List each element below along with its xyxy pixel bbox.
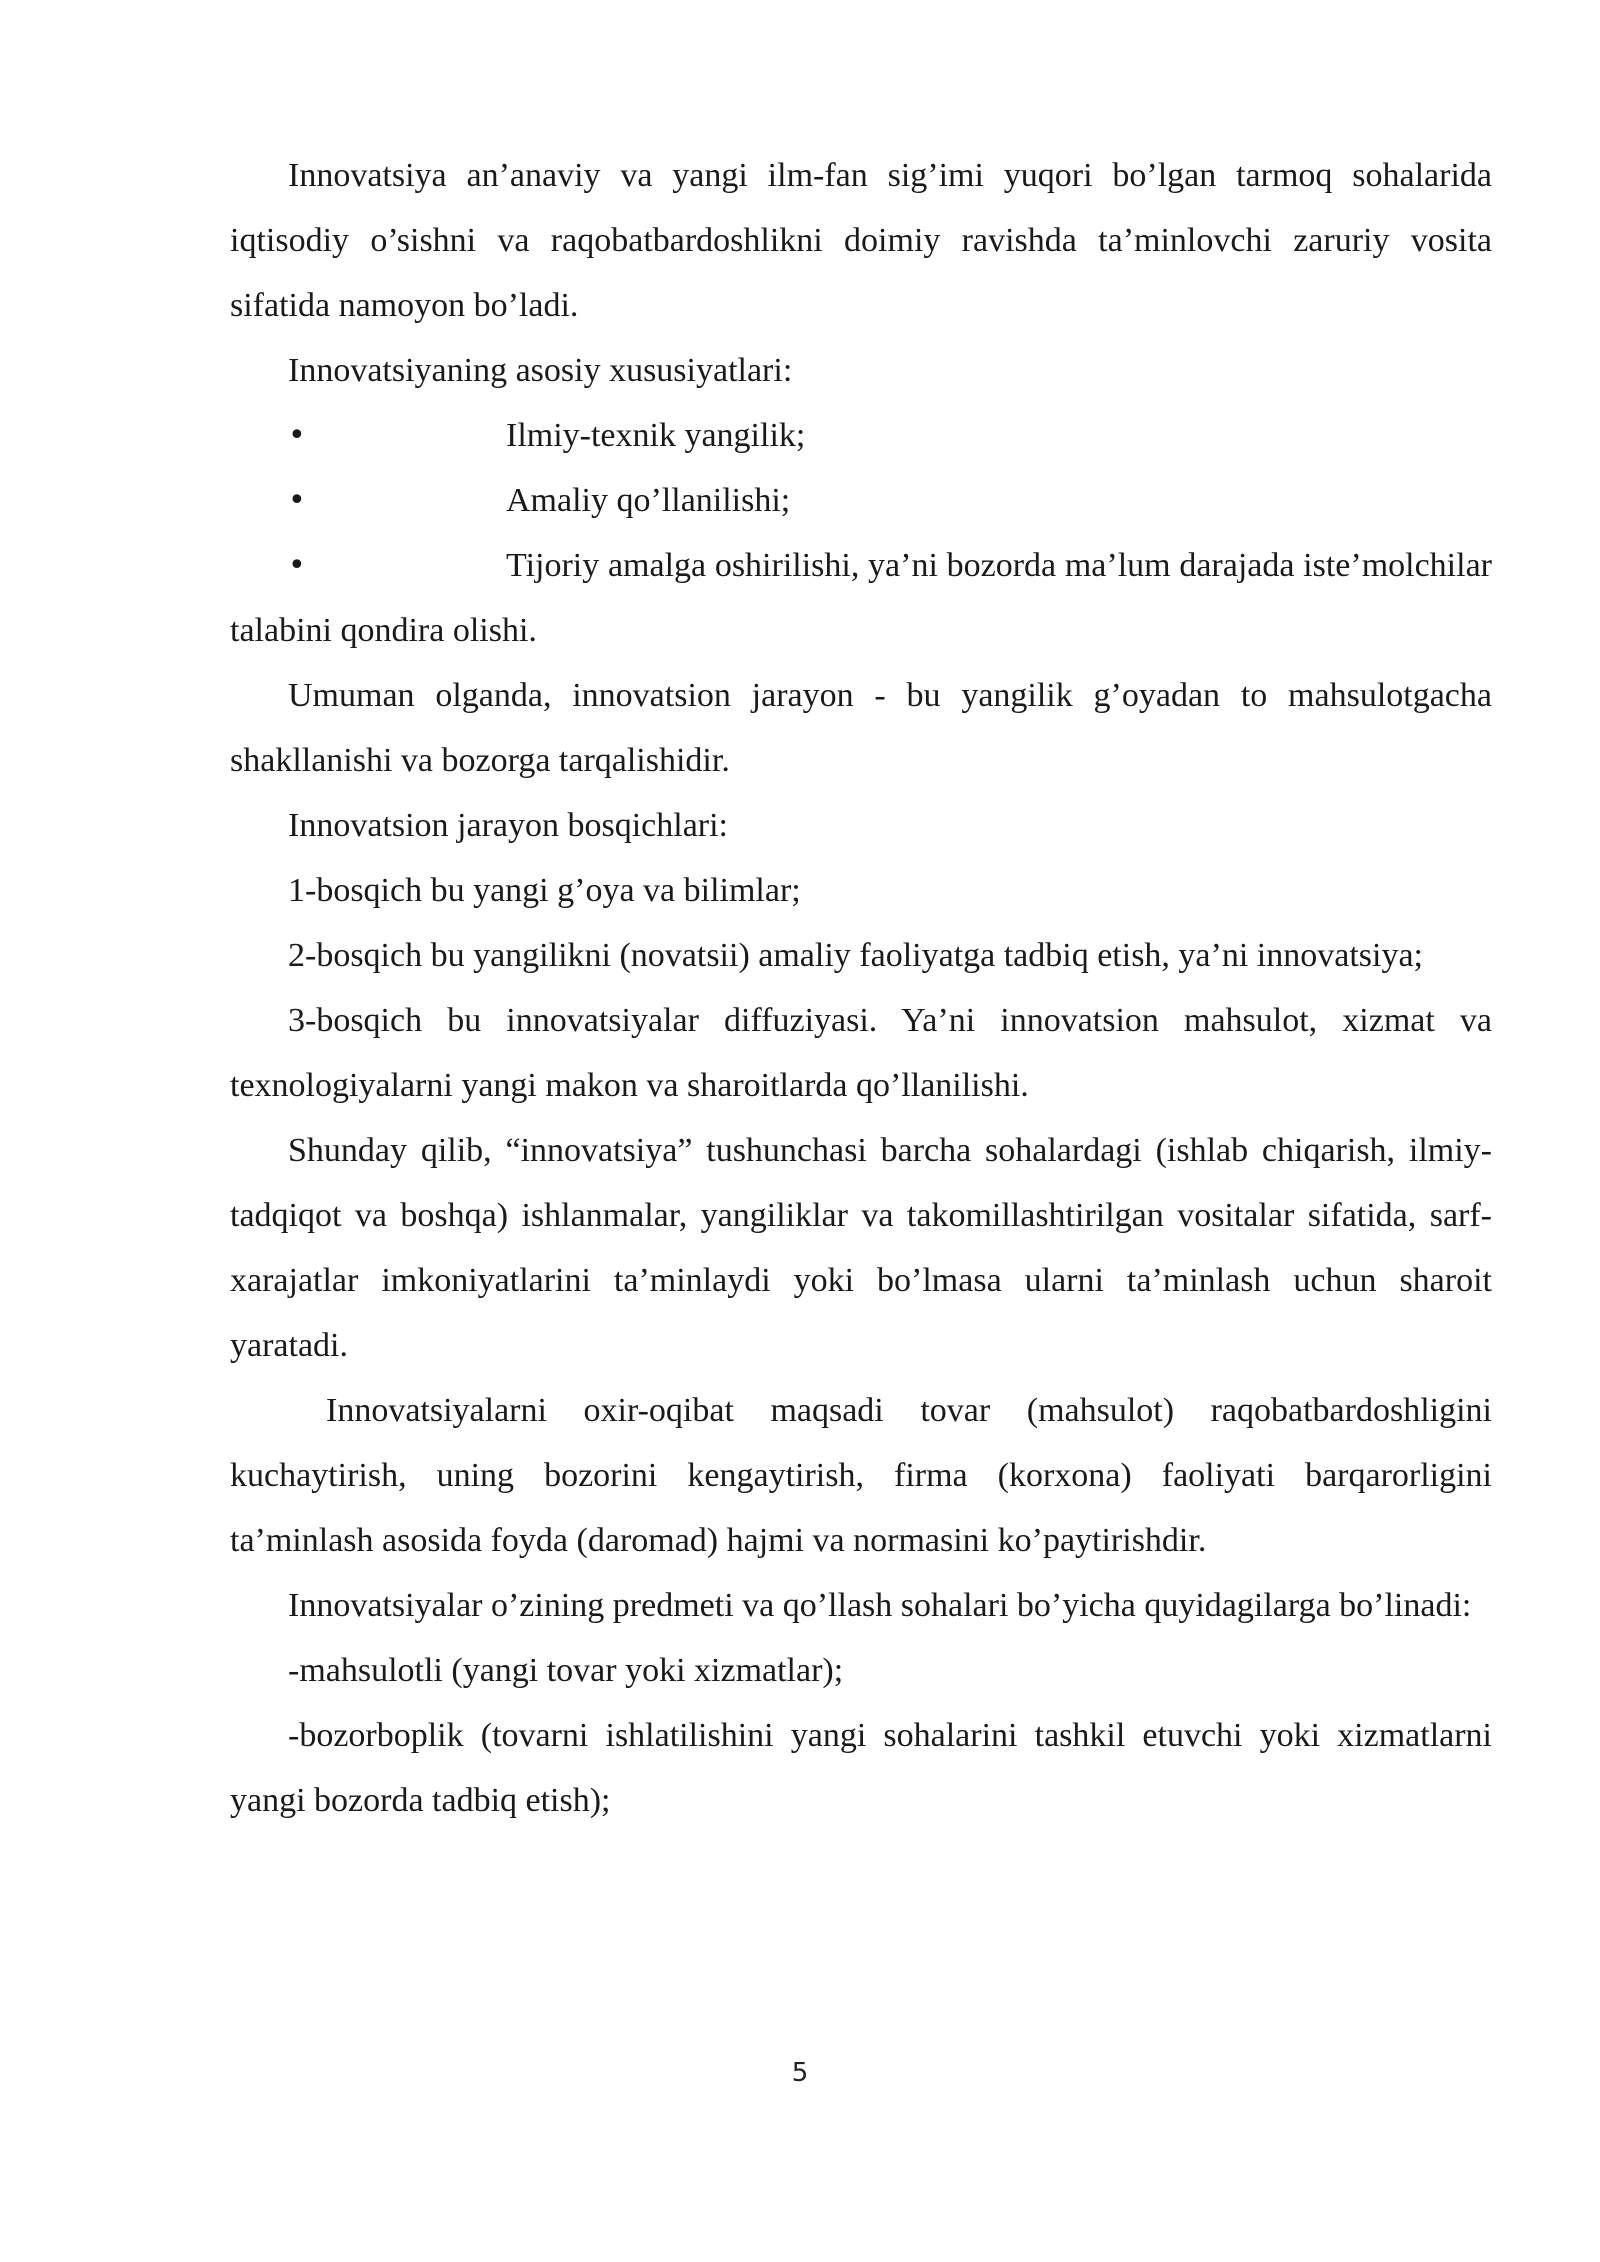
body-text — [230, 143, 1492, 1833]
bullet-icon: • — [288, 483, 306, 518]
bullet-item — [230, 403, 1492, 468]
bullet-item — [230, 533, 1492, 663]
paragraph: 1-bosqich bu yangi g’oya va bilimlar; — [288, 872, 801, 909]
paragraph: Innovatsiyalarni oxir-oqibat maqsadi tovar (mahsulot) raqobatbardoshligini kuchaytirish, uning bozorini kengaytirish, firma (korxona) faoliyati barqarorligini ta’minlash asosida foyda (daromad) hajmi va normasini ko’paytirishdir. — [230, 1392, 1492, 1559]
paragraph: Innovatsion jarayon bosqichlari: — [288, 807, 729, 844]
paragraph: 2-bosqich bu yangilikni (novatsii) amaliy faoliyatga tadbiq etish, ya’ni innovatsiya; — [288, 937, 1423, 974]
list-heading: Innovatsiyaning asosiy xususiyatlari: — [288, 352, 793, 389]
paragraph: Umuman olganda, innovatsion jarayon - bu yangilik g’oyadan to mahsulotgacha shakllanishi va bozorga tarqalishidir. — [230, 677, 1492, 779]
paragraph: Shunday qilib, “innovatsiya” tushunchasi barcha sohalardagi (ishlab chiqarish, ilmiy-tadqiqot va boshqa) ishlanmalar, yangiliklar va takomillashtirilgan vositalar sifatida, sarf-xarajatlar imkoniyatlarini ta’minlaydi yoki bo’lmasa ularni ta’minlash uchun sharoit yaratadi. — [230, 1132, 1492, 1364]
bullet-icon: • — [288, 548, 306, 583]
bullet-item — [230, 468, 1492, 533]
bullet-icon: • — [288, 418, 306, 453]
bullet-text: Ilmiy-texnik yangilik; — [506, 417, 806, 454]
paragraph: 3-bosqich bu innovatsiyalar diffuziyasi. Ya’ni innovatsion mahsulot, xizmat va texnologiyalarni yangi makon va sharoitlarda qo’llanilishi. — [230, 1002, 1492, 1104]
bullet-text: Tijoriy amalga oshirilishi, ya’ni bozorda ma’lum darajada iste’molchilar talabini qondira olishi. — [230, 547, 1492, 649]
paragraph: Innovatsiya an’anaviy va yangi ilm-fan sig’imi yuqori bo’lgan tarmoq sohalarida iqtisodiy o’sishni va raqobatbardoshlikni doimiy ravishda ta’minlovchi zaruriy vosita sifatida namoyon bo’ladi. — [230, 157, 1492, 324]
bullet-text: Amaliy qo’llanilishi; — [506, 482, 791, 519]
paragraph: -bozorboplik (tovarni ishlatilishini yangi sohalarini tashkil etuvchi yoki xizmatlarni yangi bozorda tadbiq etish); — [230, 1717, 1492, 1819]
paragraph: -mahsulotli (yangi tovar yoki xizmatlar); — [288, 1652, 844, 1689]
paragraph: Innovatsiyalar o’zining predmeti va qo’llash sohalari bo’yicha quyidagilarga bo’linadi: — [288, 1587, 1472, 1624]
page-number: 5 — [791, 2058, 809, 2088]
